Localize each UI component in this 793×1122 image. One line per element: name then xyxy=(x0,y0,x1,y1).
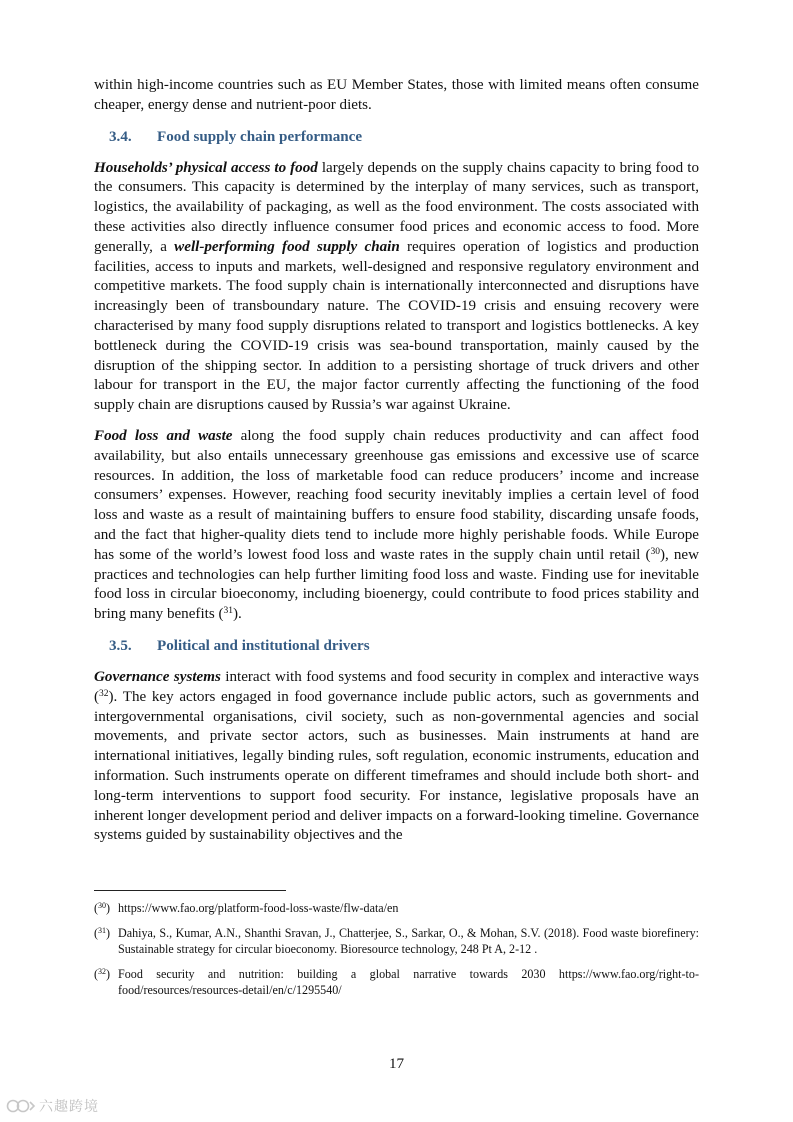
footnote-item xyxy=(94,967,699,998)
emphasis-lead: Households’ physical access to food xyxy=(94,159,318,176)
footnote-marker: ($^{30}$) xyxy=(94,901,111,915)
page-number: 17 xyxy=(388,1056,405,1072)
footnote-ref-32[interactable]: 32 xyxy=(99,688,109,699)
section-title: Political and institutional drivers xyxy=(157,637,370,654)
text-run: interact with food systems and food security in complex and interactive ways ( xyxy=(94,668,699,705)
watermark-text: 六趣跨境 xyxy=(39,1099,99,1115)
text-run: ). xyxy=(233,606,242,623)
footnote-text: https://www.fao.org/platform-food-loss-waste/flw-data/en xyxy=(118,901,399,915)
section-number: 3.4. xyxy=(109,128,132,145)
text-run: requires operation of logistics and production facilities, access to inputs and markets, well-designed and responsive regulatory environment and competitive markets. The food supply chain is internationally interconnected and disruptions have increasingly been of transboundary nature. The COVID-19 crisis and ensuing recovery were characterised by many food supply disruptions related to transport and logistics bottlenecks. A key bottleneck during the COVID-19 crisis was sea-bound transportation, mainly caused by the disruption of the shipping sector. In addition to a persisting shortage of truck drivers and other labour for transport in the EU, the major factor currently affecting the functioning of the food supply chain are disruptions caused by Russia’s war against Ukraine. xyxy=(94,238,699,414)
footnote-text: Dahiya, S., Kumar, A.N., Shanthi Sravan, J., Chatterjee, S., Sarkar, O., & Mohan, S.V. (2018). Food waste biorefinery: Sustainable strategy for circular bioeconomy. Bioresource technology, 248 Pt A, 2-12 . xyxy=(118,926,699,956)
section-heading-3-4 xyxy=(109,127,699,147)
section-title: Food supply chain performance xyxy=(157,128,363,145)
section-number: 3.5. xyxy=(109,637,132,654)
footnote-marker: ($^{32}$) xyxy=(94,967,111,982)
watermark-logo-icon xyxy=(6,1098,36,1114)
footnote-text: Food security and nutrition: building a global narrative towards 2030 https://www.fao.org/right-to-food/resources/resources-detail/en/c/1295540/ xyxy=(118,967,699,997)
emphasis-lead: Food loss and waste xyxy=(94,427,233,444)
paragraph-governance xyxy=(94,668,699,846)
footnote-ref-30[interactable]: 30 xyxy=(650,546,660,557)
paragraph-food-loss xyxy=(94,427,699,625)
paragraph-physical-access xyxy=(94,159,699,416)
page-body xyxy=(94,76,699,857)
section-heading-3-5 xyxy=(109,636,699,656)
emphasis-lead: Governance systems xyxy=(94,668,221,685)
text-run: ). The key actors engaged in food governance include public actors, such as governments and intergovernmental organisations, civil society, such as non-governmental agencies and social movements, and private sector actors, such as businesses. Main instruments at hand are international initiatives, legally binding rules, soft regulation, economic instruments, education and information. Such instruments operate on different timeframes and should include both short- and long-term interventions to support food security. For instance, legislative proposals have an inherent longer development period and deliver impacts on a forward-looking timeline. Governance systems guided by sustainability objectives and the xyxy=(94,688,699,844)
text-run: along the food supply chain reduces productivity and can affect food availability, but also entails unnecessary greenhouse gas emissions and excessive use of scarce resources. In addition, the loss of marketable food can reduce producers’ income and increase consumers’ expenses. However, reaching food security inevitably implies a certain level of food loss and waste as a result of maintaining buffers to ensure food stability, discarding unsafe foods, and the fact that higher-quality diets tend to include more highly perishable foods. While Europe has some of the world’s lowest food loss and waste rates in the supply chain until retail ( xyxy=(94,427,699,563)
text-run: largely depends on the supply chains capacity to bring food to the consumers. This capacity is determined by the interplay of many services, such as transport, logistics, the availability of packaging, as well as the food environment. The costs associated with these activities also directly influence consumer food prices and economic access to food. More generally, a xyxy=(94,159,699,255)
paragraph-intro: within high-income countries such as EU Member States, those with limited means often consume cheaper, energy dense and nutrient-poor diets. xyxy=(94,77,699,113)
footnote-separator xyxy=(94,890,286,891)
footnote-item xyxy=(94,926,699,957)
footnotes xyxy=(94,901,699,1008)
footnote-marker: ($^{31}$) xyxy=(94,926,111,941)
footnote-item xyxy=(94,901,699,916)
footnote-ref-31[interactable]: 31 xyxy=(223,606,234,617)
watermark xyxy=(6,1096,99,1116)
text-run: ), new practices and technologies can help further limiting food loss and waste. Finding use for inevitable food loss in circular bioeconomy, including bioenergy, could contribute to food prices stability and bring many benefits ( xyxy=(94,546,699,623)
emphasis-inline: well-performing food supply chain xyxy=(174,238,400,255)
